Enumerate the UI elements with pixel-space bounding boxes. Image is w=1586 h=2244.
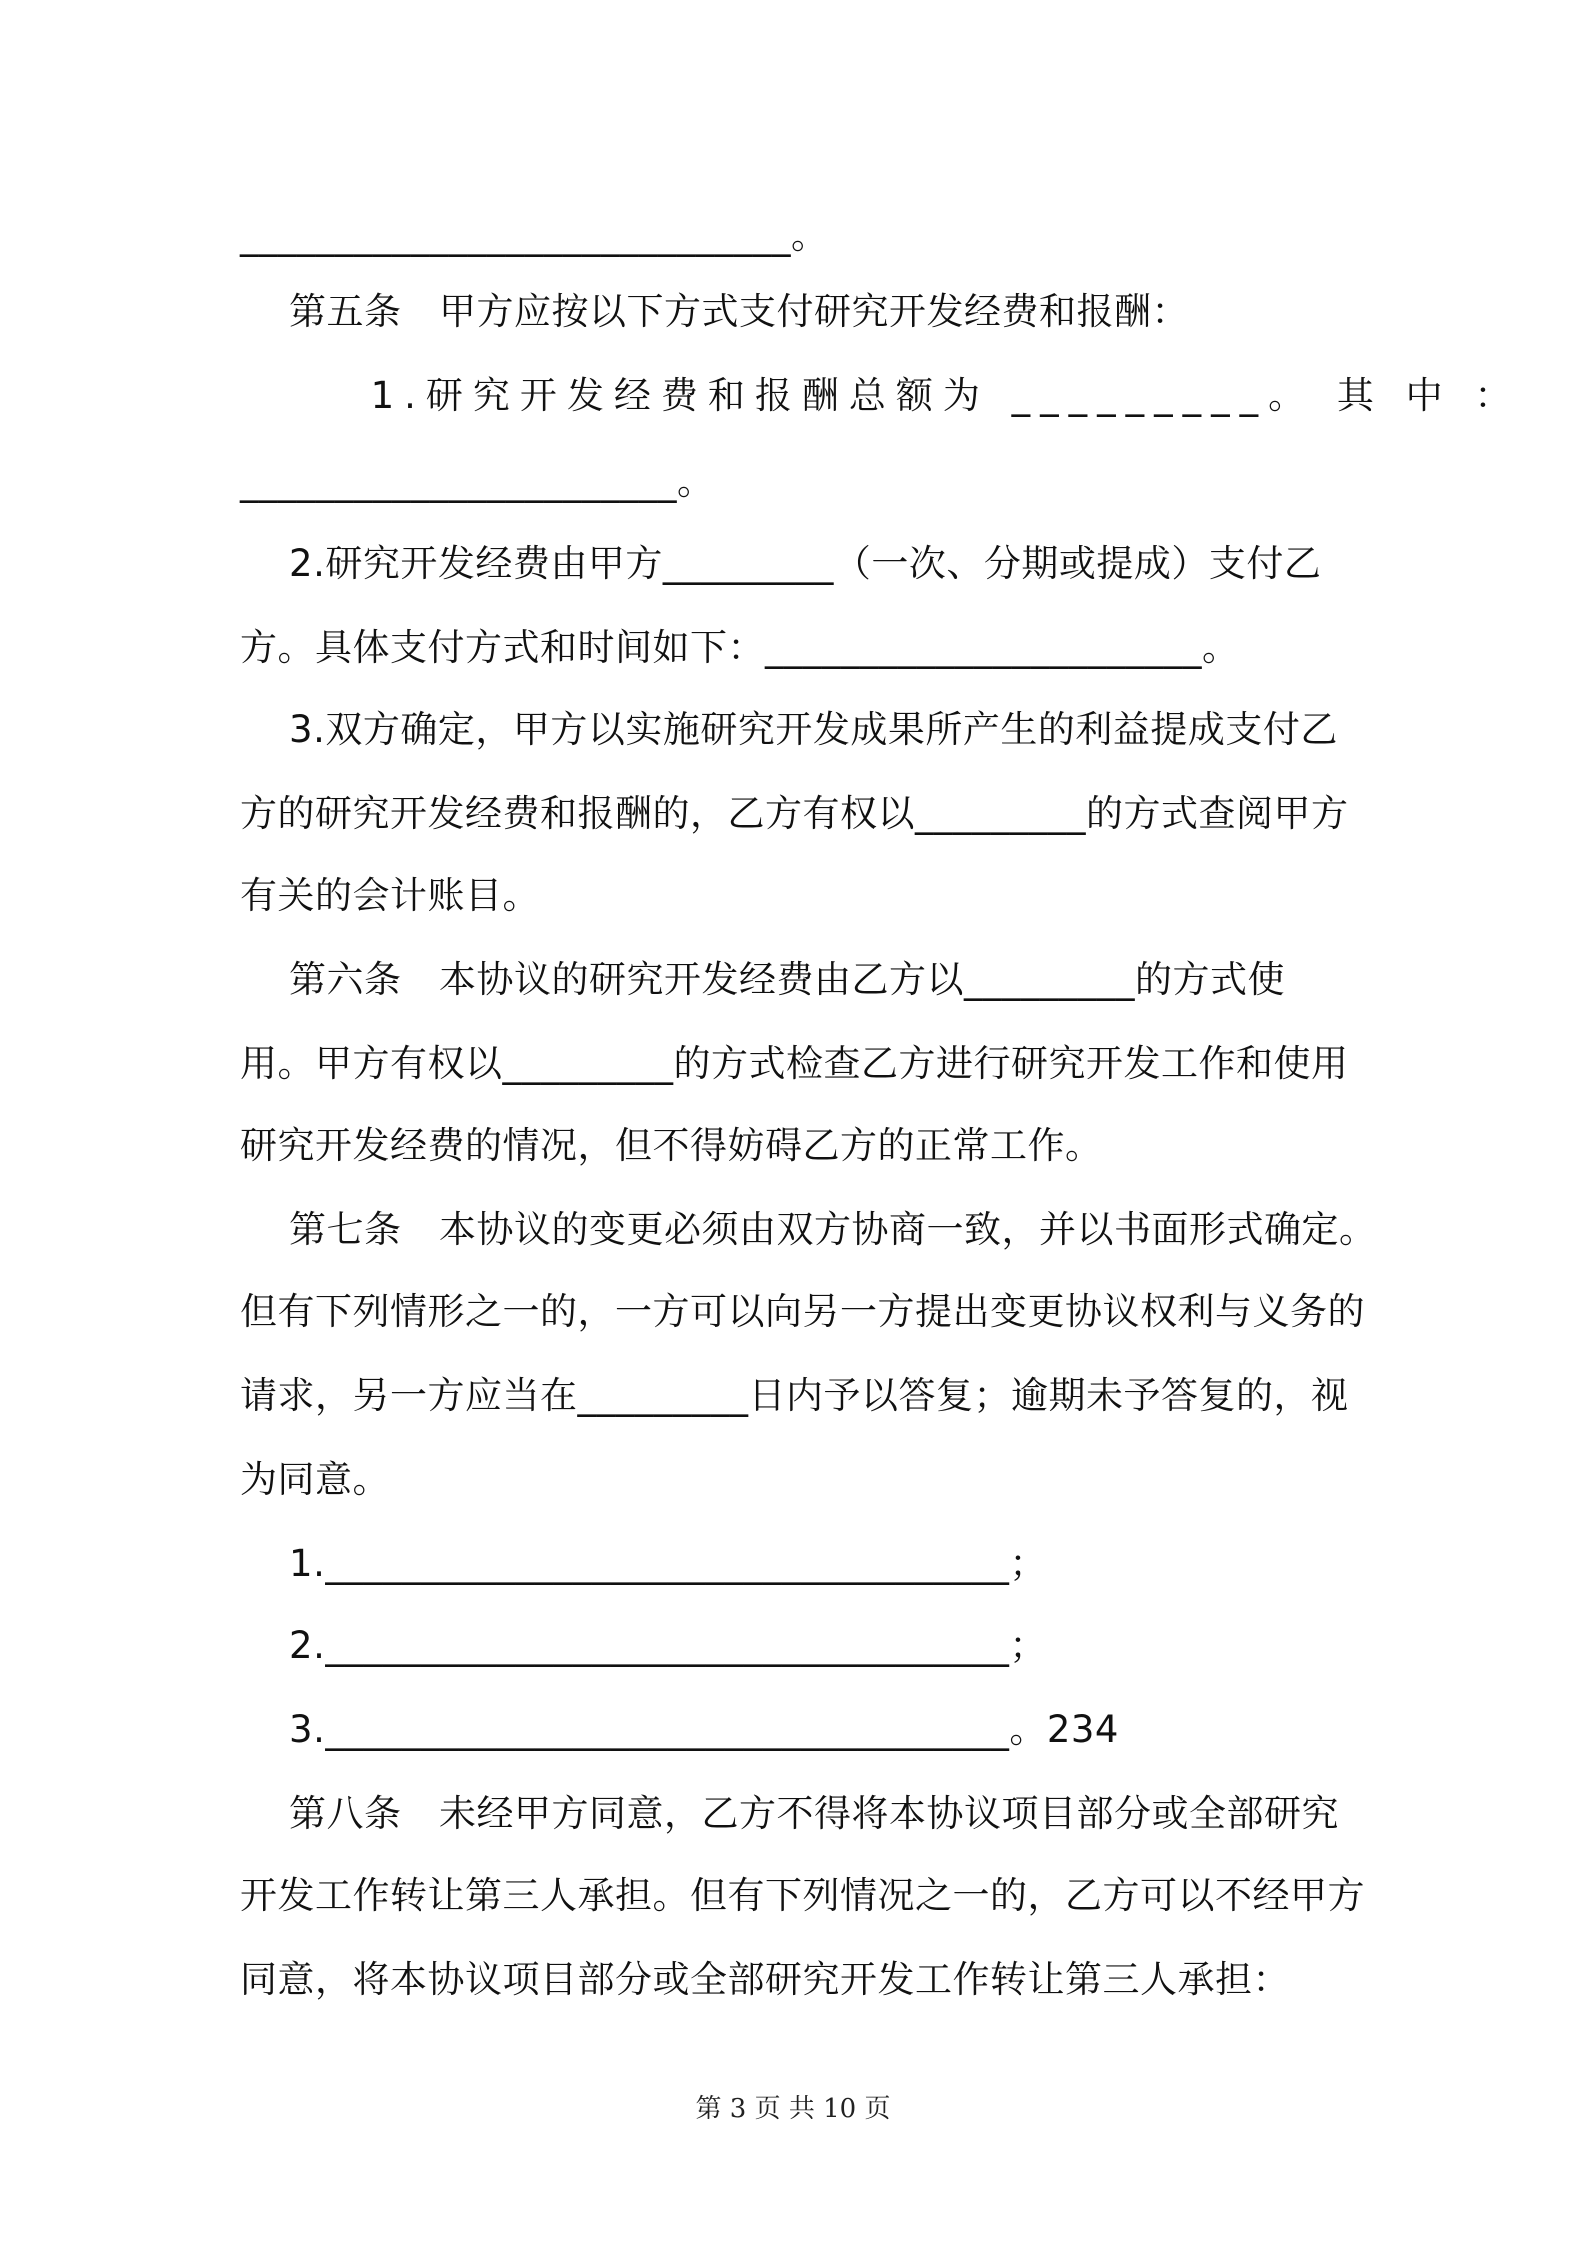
article-8-heading: 第八条 未经甲方同意，乙方不得将本协议项目部分或全部研究 [240, 1792, 1340, 1835]
article-5-heading: 第五条 甲方应按以下方式支付研究开发经费和报酬： [240, 290, 1190, 333]
page-number-footer: 第 3 页 共 10 页 [695, 2094, 891, 2124]
article-7-item-2: 2.____________________________________； [240, 1624, 1047, 1667]
text-line-11: 用。甲方有权以_________的方式检查乙方进行研究开发工作和使用 [240, 1042, 1349, 1085]
article-7-item-1: 1.____________________________________； [240, 1542, 1047, 1585]
text-line-22: 同意，将本协议项目部分或全部研究开发工作转让第三人承担： [240, 1958, 1290, 2001]
article-6-heading: 第六条 本协议的研究开发经费由乙方以_________的方式使 [240, 958, 1286, 1001]
text-line-16: 为同意。 [240, 1458, 390, 1501]
article-5-item-3: 3.双方确定，甲方以实施研究开发成果所产生的利益提成支付乙 [240, 708, 1338, 751]
text-line-12: 研究开发经费的情况，但不得妨碍乙方的正常工作。 [240, 1124, 1103, 1167]
text-line-8: 方的研究开发经费和报酬的，乙方有权以_________的方式查阅甲方 [240, 792, 1349, 835]
text-line-4: _______________________。 [240, 460, 715, 503]
article-5-item-2: 2.研究开发经费由甲方_________（一次、分期或提成）支付乙 [240, 542, 1322, 585]
article-5-item-1: 1.研究开发经费和报酬总额为 _________。 其 中 ： [240, 374, 1522, 417]
text-line-9: 有关的会计账目。 [240, 874, 540, 917]
article-7-heading: 第七条 本协议的变更必须由双方协商一致，并以书面形式确定。 [240, 1208, 1377, 1251]
article-7-item-3: 3.____________________________________。234 [240, 1708, 1119, 1751]
text-line-14: 但有下列情形之一的，一方可以向另一方提出变更协议权利与义务的 [240, 1290, 1365, 1333]
text-line-1: _____________________________。 [240, 214, 829, 257]
text-line-6: 方。具体支付方式和时间如下：_______________________。 [240, 626, 1240, 669]
text-line-15: 请求，另一方应当在_________日内予以答复；逾期未予答复的，视 [240, 1374, 1349, 1417]
text-line-21: 开发工作转让第三人承担。但有下列情况之一的，乙方可以不经甲方 [240, 1874, 1365, 1917]
